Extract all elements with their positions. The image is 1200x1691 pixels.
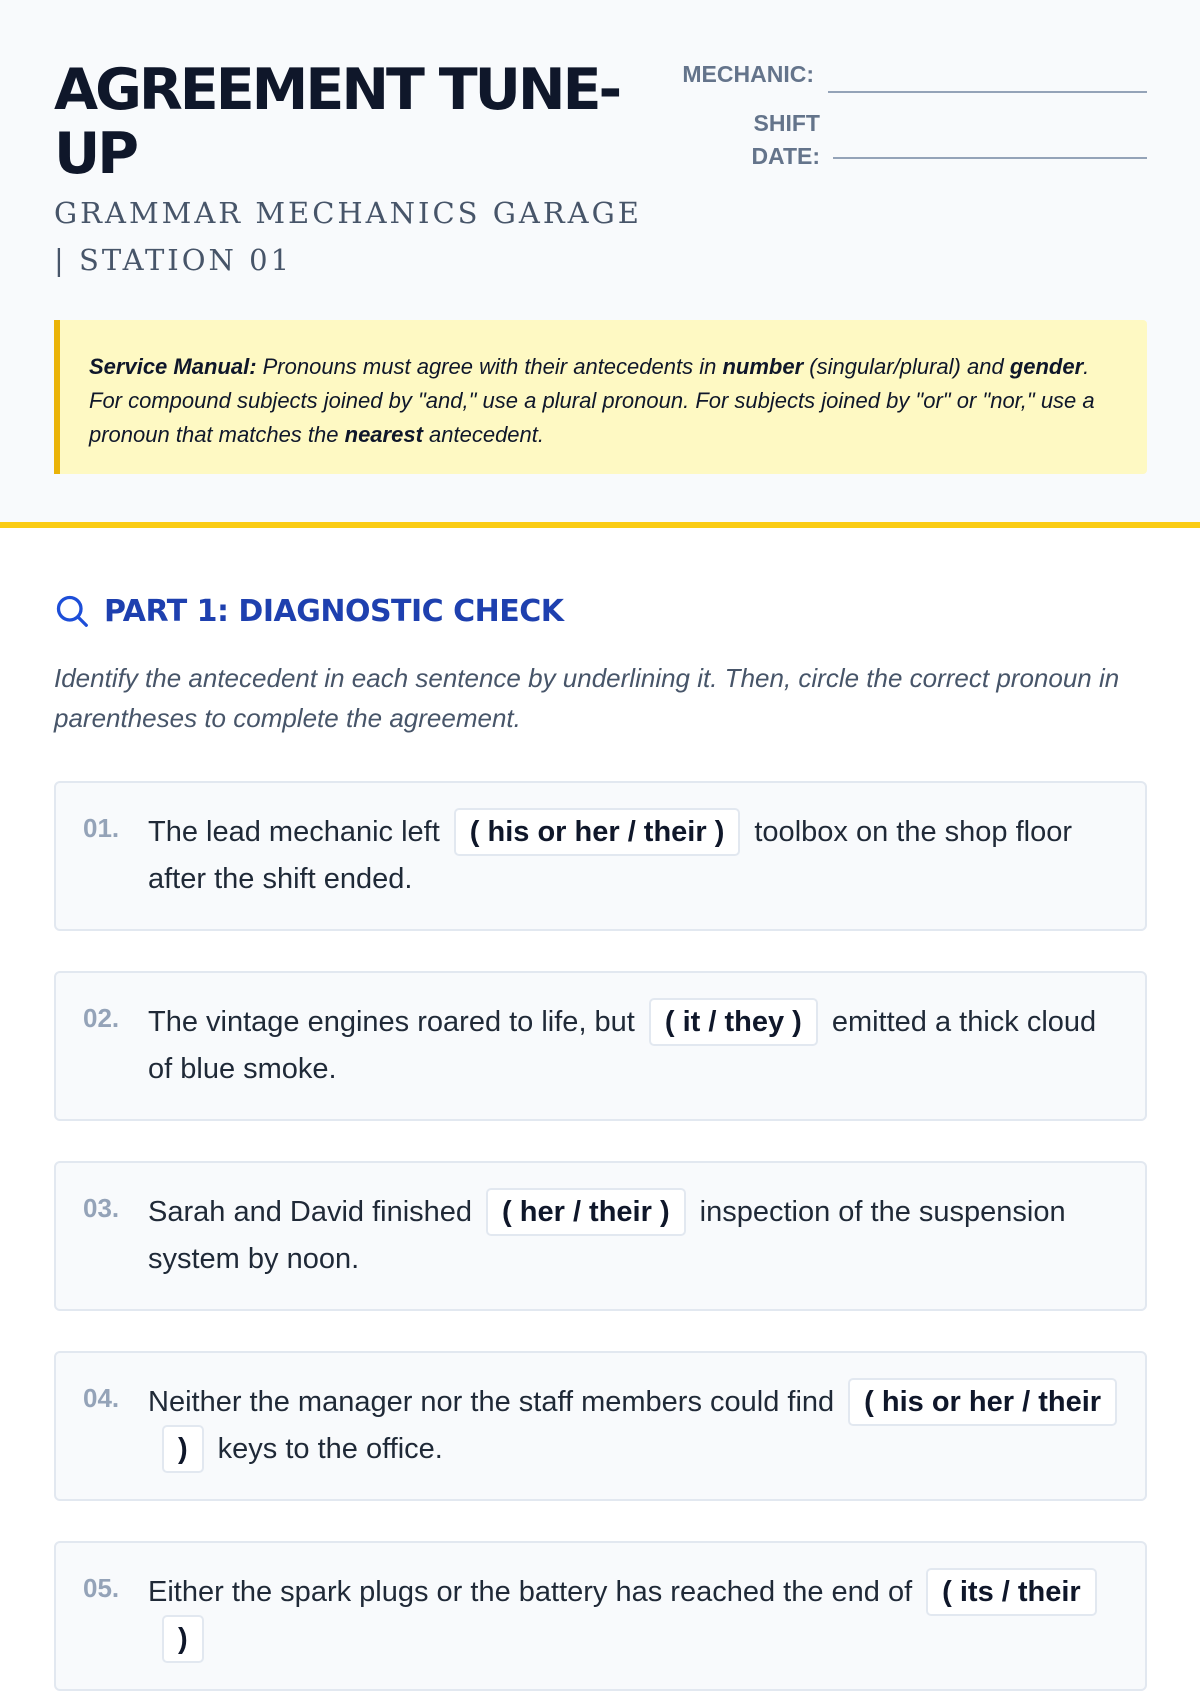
question-sentence xyxy=(148,1189,1108,1285)
sentence-text: keys to the office. xyxy=(217,1433,443,1465)
sentence-text: Sarah and David finished xyxy=(148,1196,473,1228)
pronoun-choice[interactable]: ( its / their ) xyxy=(162,1568,1097,1663)
pronoun-choice[interactable]: ( her / their ) xyxy=(486,1188,686,1236)
sentence-text: The vintage engines roared to life, but xyxy=(148,1006,635,1038)
question-number: 02. xyxy=(83,1003,120,1033)
sentence-text: Neither the manager nor the staff members could find xyxy=(148,1386,835,1418)
service-manual-callout xyxy=(54,320,1147,474)
part-1-title: PART 1: DIAGNOSTIC CHECK xyxy=(104,593,564,629)
question-number: 04. xyxy=(83,1383,120,1413)
question-number: 01. xyxy=(83,813,120,843)
pronoun-choice[interactable]: ( it / they ) xyxy=(649,998,818,1046)
question-number: 03. xyxy=(83,1193,120,1223)
question-number: 05. xyxy=(83,1573,120,1603)
sentence-text: Either the spark plugs or the battery has reached the end of xyxy=(148,1576,913,1608)
part-1-instructions: Identify the antecedent in each sentence by underlining it. Then, circle the correct pronoun in parentheses to complete the agreement. xyxy=(54,663,1120,733)
shift-date-field[interactable] xyxy=(833,157,1147,159)
sentence-text: The lead mechanic left xyxy=(148,816,440,848)
question-sentence xyxy=(148,1569,1108,1665)
manual-text: antecedent. xyxy=(422,422,545,447)
question-card xyxy=(54,1541,1147,1691)
page-title: AGREEMENT TUNE-UP xyxy=(54,57,620,187)
manual-text: Pronouns must agree with their antecedents in xyxy=(256,354,723,379)
pronoun-choice[interactable]: ( his or her / their ) xyxy=(162,1378,1117,1473)
sentence-text: toolbox on the shop floor after the shift ended. xyxy=(148,816,1072,895)
question-card xyxy=(54,971,1147,1121)
page-subtitle: GRAMMAR MECHANICS GARAGE | STATION 01 xyxy=(54,196,642,277)
part-1-heading xyxy=(54,590,564,632)
manual-emphasis: gender xyxy=(1009,354,1084,379)
question-sentence xyxy=(148,999,1108,1095)
mechanic-name-field[interactable] xyxy=(828,91,1147,93)
mechanic-label: MECHANIC: xyxy=(682,61,814,87)
search-icon xyxy=(54,593,90,629)
manual-label: Service Manual: xyxy=(89,354,257,379)
question-card xyxy=(54,1161,1147,1311)
sentence-text: emitted a thick cloud of blue smoke. xyxy=(148,1006,1097,1085)
manual-emphasis: number xyxy=(722,354,804,379)
question-card xyxy=(54,1351,1147,1501)
shift-date-label: SHIFT DATE: xyxy=(751,110,820,169)
sentence-text: inspection of the suspension system by noon. xyxy=(148,1196,1066,1275)
question-sentence xyxy=(148,809,1108,905)
worksheet-header xyxy=(0,0,1200,528)
manual-text: (singular/plural) and xyxy=(803,354,1010,379)
question-sentence xyxy=(148,1379,1108,1475)
pronoun-choice[interactable]: ( his or her / their ) xyxy=(454,808,741,856)
question-card xyxy=(54,781,1147,931)
manual-text: . For compound subjects joined by "and," use a plural pronoun. For subjects joined by "or" or "nor," use a pronoun that matches the xyxy=(89,354,1095,447)
manual-emphasis: nearest xyxy=(344,422,423,447)
